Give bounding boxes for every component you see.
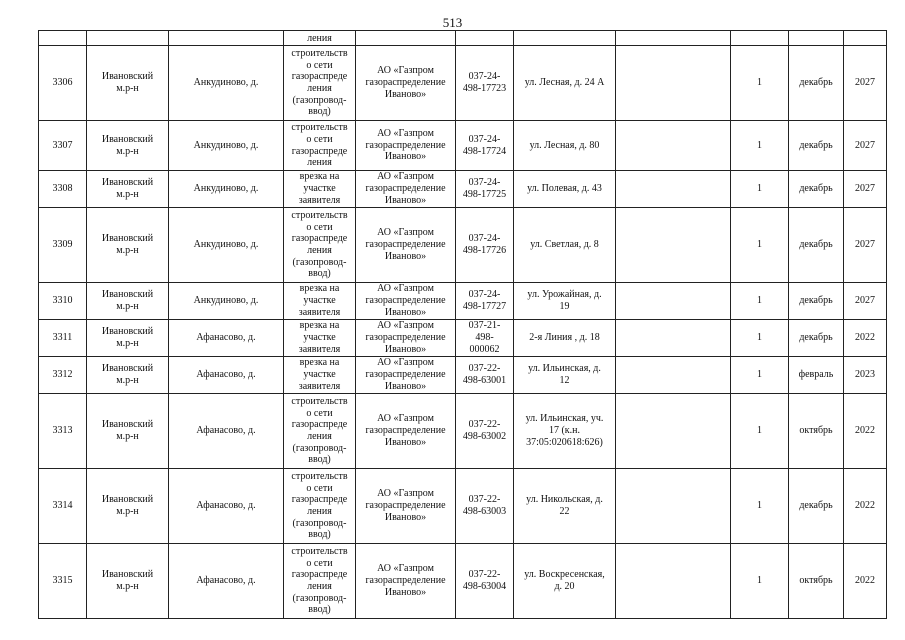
cell-operator: АО «Газпром газораспределение Иваново» bbox=[356, 46, 456, 121]
table-row bbox=[39, 394, 887, 469]
cell-month: декабрь bbox=[789, 283, 844, 320]
cell-num bbox=[39, 31, 87, 46]
cell-blank bbox=[616, 544, 731, 619]
cell-qty: 1 bbox=[731, 121, 789, 171]
cell-blank bbox=[616, 208, 731, 283]
cell-year: 2022 bbox=[844, 320, 887, 357]
cell-work-type: строительств о сети газораспреде ления (газопровод- ввод) bbox=[284, 544, 356, 619]
cell-operator: АО «Газпром газораспределение Иваново» bbox=[356, 171, 456, 208]
cell-district: Ивановский м.р-н bbox=[87, 394, 169, 469]
cell-address: ул. Светлая, д. 8 bbox=[514, 208, 616, 283]
cell-address: 2-я Линия , д. 18 bbox=[514, 320, 616, 357]
cell-code: 037-24- 498-17726 bbox=[456, 208, 514, 283]
cell-operator: АО «Газпром газораспределение Иваново» bbox=[356, 394, 456, 469]
table-row bbox=[39, 469, 887, 544]
cell-locality: Афанасово, д. bbox=[169, 357, 284, 394]
continuation-row bbox=[39, 31, 887, 46]
cell-locality: Анкудиново, д. bbox=[169, 121, 284, 171]
cell-work-type: строительств о сети газораспреде ления (газопровод- ввод) bbox=[284, 46, 356, 121]
cell-district bbox=[87, 31, 169, 46]
table-row bbox=[39, 320, 887, 357]
cell-blank bbox=[616, 357, 731, 394]
cell-year bbox=[844, 31, 887, 46]
cell-qty: 1 bbox=[731, 320, 789, 357]
cell-code: 037-22- 498-63003 bbox=[456, 469, 514, 544]
cell-work-type: врезка на участке заявителя bbox=[284, 171, 356, 208]
cell-locality: Анкудиново, д. bbox=[169, 283, 284, 320]
cell-work-type: строительств о сети газораспреде ления (газопровод- ввод) bbox=[284, 208, 356, 283]
cell-address: ул. Никольская, д. 22 bbox=[514, 469, 616, 544]
cell-code: 037-24- 498-17727 bbox=[456, 283, 514, 320]
cell-blank bbox=[616, 46, 731, 121]
cell-year: 2027 bbox=[844, 208, 887, 283]
cell-code: 037-24- 498-17724 bbox=[456, 121, 514, 171]
cell-work-type: строительств о сети газораспреде ления (газопровод- ввод) bbox=[284, 469, 356, 544]
cell-num: 3310 bbox=[39, 283, 87, 320]
cell-code: 037-22- 498-63002 bbox=[456, 394, 514, 469]
cell-work-type: строительств о сети газораспреде ления bbox=[284, 121, 356, 171]
cell-blank bbox=[616, 394, 731, 469]
cell-address: ул. Лесная, д. 80 bbox=[514, 121, 616, 171]
cell-year: 2027 bbox=[844, 46, 887, 121]
cell-work-type: строительств о сети газораспреде ления (газопровод- ввод) bbox=[284, 394, 356, 469]
table-row bbox=[39, 357, 887, 394]
cell-address bbox=[514, 31, 616, 46]
cell-operator: АО «Газпром газораспределение Иваново» bbox=[356, 357, 456, 394]
cell-locality: Анкудиново, д. bbox=[169, 208, 284, 283]
cell-code: 037-22- 498-63004 bbox=[456, 544, 514, 619]
cell-locality: Афанасово, д. bbox=[169, 394, 284, 469]
cell-work-type: врезка на участке заявителя bbox=[284, 320, 356, 357]
cell-address: ул. Воскресенская, д. 20 bbox=[514, 544, 616, 619]
cell-district: Ивановский м.р-н bbox=[87, 544, 169, 619]
cell-blank bbox=[616, 469, 731, 544]
cell-operator: АО «Газпром газораспределение Иваново» bbox=[356, 121, 456, 171]
cell-locality bbox=[169, 31, 284, 46]
cell-district: Ивановский м.р-н bbox=[87, 171, 169, 208]
cell-qty bbox=[731, 31, 789, 46]
cell-operator: АО «Газпром газораспределение Иваново» bbox=[356, 283, 456, 320]
cell-num: 3314 bbox=[39, 469, 87, 544]
cell-address: ул. Урожайная, д. 19 bbox=[514, 283, 616, 320]
cell-blank bbox=[616, 121, 731, 171]
cell-num: 3311 bbox=[39, 320, 87, 357]
cell-year: 2027 bbox=[844, 171, 887, 208]
cell-month: декабрь bbox=[789, 121, 844, 171]
cell-month: декабрь bbox=[789, 46, 844, 121]
cell-locality: Афанасово, д. bbox=[169, 469, 284, 544]
cell-month: декабрь bbox=[789, 469, 844, 544]
cell-qty: 1 bbox=[731, 544, 789, 619]
cell-code: 037-22- 498-63001 bbox=[456, 357, 514, 394]
cell-code: 037-21- 498- 000062 bbox=[456, 320, 514, 357]
cell-work-type: ления bbox=[284, 31, 356, 46]
table-row bbox=[39, 171, 887, 208]
cell-qty: 1 bbox=[731, 283, 789, 320]
cell-blank bbox=[616, 171, 731, 208]
table-row bbox=[39, 46, 887, 121]
cell-qty: 1 bbox=[731, 469, 789, 544]
cell-district: Ивановский м.р-н bbox=[87, 121, 169, 171]
cell-blank bbox=[616, 31, 731, 46]
cell-qty: 1 bbox=[731, 46, 789, 121]
cell-month: декабрь bbox=[789, 208, 844, 283]
page-number: 513 bbox=[442, 15, 463, 30]
cell-address: ул. Полевая, д. 43 bbox=[514, 171, 616, 208]
cell-num: 3312 bbox=[39, 357, 87, 394]
cell-district: Ивановский м.р-н bbox=[87, 208, 169, 283]
cell-operator: АО «Газпром газораспределение Иваново» bbox=[356, 544, 456, 619]
table-row bbox=[39, 283, 887, 320]
cell-district: Ивановский м.р-н bbox=[87, 320, 169, 357]
cell-locality: Анкудиново, д. bbox=[169, 171, 284, 208]
cell-district: Ивановский м.р-н bbox=[87, 357, 169, 394]
cell-district: Ивановский м.р-н bbox=[87, 46, 169, 121]
cell-code: 037-24- 498-17725 bbox=[456, 171, 514, 208]
cell-month: февраль bbox=[789, 357, 844, 394]
cell-month: декабрь bbox=[789, 171, 844, 208]
cell-month: октябрь bbox=[789, 544, 844, 619]
cell-year: 2022 bbox=[844, 469, 887, 544]
cell-operator: АО «Газпром газораспределение Иваново» bbox=[356, 320, 456, 357]
table-row bbox=[39, 544, 887, 619]
cell-year: 2023 bbox=[844, 357, 887, 394]
cell-month bbox=[789, 31, 844, 46]
cell-address: ул. Лесная, д. 24 А bbox=[514, 46, 616, 121]
cell-work-type: врезка на участке заявителя bbox=[284, 283, 356, 320]
cell-locality: Афанасово, д. bbox=[169, 544, 284, 619]
table-row bbox=[39, 121, 887, 171]
gas-connection-registry-table bbox=[38, 30, 887, 619]
cell-operator: АО «Газпром газораспределение Иваново» bbox=[356, 469, 456, 544]
cell-qty: 1 bbox=[731, 171, 789, 208]
cell-address: ул. Ильинская, д. 12 bbox=[514, 357, 616, 394]
cell-num: 3313 bbox=[39, 394, 87, 469]
cell-qty: 1 bbox=[731, 208, 789, 283]
cell-qty: 1 bbox=[731, 394, 789, 469]
cell-code bbox=[456, 31, 514, 46]
cell-operator bbox=[356, 31, 456, 46]
cell-num: 3306 bbox=[39, 46, 87, 121]
cell-locality: Анкудиново, д. bbox=[169, 46, 284, 121]
cell-blank bbox=[616, 320, 731, 357]
cell-locality: Афанасово, д. bbox=[169, 320, 284, 357]
cell-num: 3315 bbox=[39, 544, 87, 619]
cell-qty: 1 bbox=[731, 357, 789, 394]
cell-year: 2022 bbox=[844, 394, 887, 469]
cell-month: декабрь bbox=[789, 320, 844, 357]
cell-year: 2027 bbox=[844, 283, 887, 320]
cell-work-type: врезка на участке заявителя bbox=[284, 357, 356, 394]
cell-code: 037-24- 498-17723 bbox=[456, 46, 514, 121]
table-row bbox=[39, 208, 887, 283]
cell-blank bbox=[616, 283, 731, 320]
cell-year: 2027 bbox=[844, 121, 887, 171]
cell-num: 3308 bbox=[39, 171, 87, 208]
cell-month: октябрь bbox=[789, 394, 844, 469]
cell-year: 2022 bbox=[844, 544, 887, 619]
cell-district: Ивановский м.р-н bbox=[87, 283, 169, 320]
cell-num: 3307 bbox=[39, 121, 87, 171]
cell-address: ул. Ильинская, уч. 17 (к.н. 37:05:020618:626) bbox=[514, 394, 616, 469]
cell-district: Ивановский м.р-н bbox=[87, 469, 169, 544]
cell-operator: АО «Газпром газораспределение Иваново» bbox=[356, 208, 456, 283]
cell-num: 3309 bbox=[39, 208, 87, 283]
